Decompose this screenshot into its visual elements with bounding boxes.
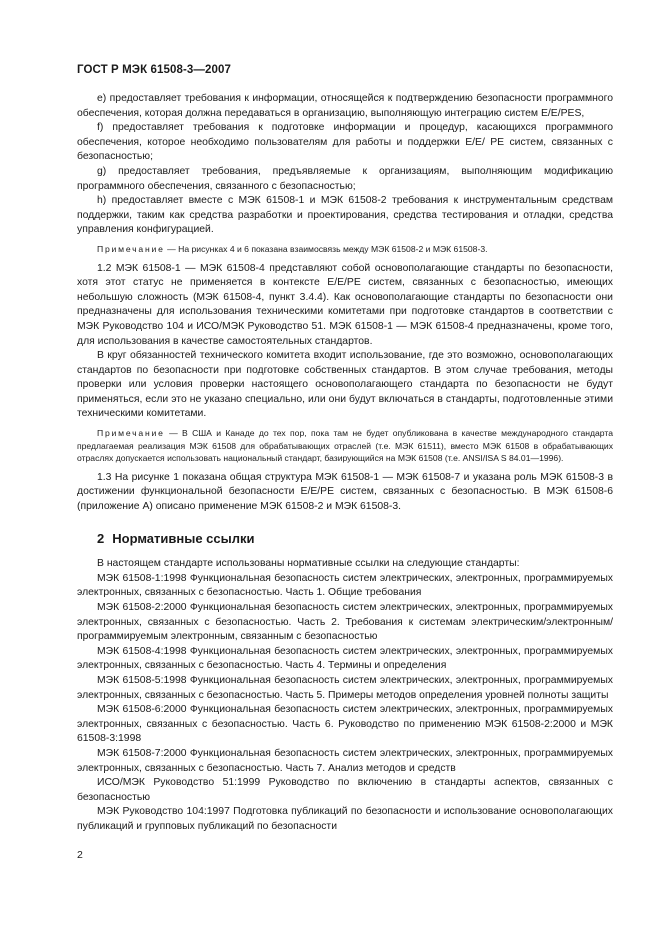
- reference-item: МЭК 61508-4:1998 Функциональная безопасность систем электрических, электронных, программируемых электронных, связанных с безопасностью. Часть 4. Термины и определения: [77, 645, 613, 672]
- note-1: [77, 243, 613, 256]
- paragraph-1-3: 1.3 На рисунке 1 показана общая структура МЭК 61508-1 — МЭК 61508-7 и указана роль МЭК 61508-3 в достижении функциональной безопасности E/E/PE систем, связанных с безопасностью. В МЭК 61508-6 (приложение А) описано применение МЭК 61508-2 и МЭК 61508-3.: [77, 471, 613, 513]
- document-body: [77, 92, 613, 835]
- section-title: Нормативные ссылки: [112, 530, 255, 546]
- reference-item: МЭК 61508-2:2000 Функциональная безопасность систем электрических, электронных, программируемых электронных, связанных с безопасностью. Часть 2. Требования к системам электрическим/электронным/программируемым электронным, связанным с безопасностью: [77, 602, 613, 643]
- section-number: 2: [97, 530, 105, 546]
- reference-item: ИСО/МЭК Руководство 51:1999 Руководство по включению в стандарты аспектов, связанных с безопасностью: [77, 777, 613, 803]
- note-text: — В США и Канаде до тех пор, пока там не будет опубликована в качестве международного стандарта предлагаемая реализация МЭК 61508 для обрабатывающих отраслей (т.е. МЭК 61511), вместо МЭК 61508 в обрабатывающих отраслях допускается использовать национальный стандарт, базирующийся на МЭК 61508 (т.е. ANSI/ISA S 84.01—1996).: [77, 428, 613, 464]
- reference-item: МЭК 61508-7:2000 Функциональная безопасность систем электрических, электронных, программируемых электронных, связанных с безопасностью. Часть 7. Анализ методов и средств: [77, 747, 613, 774]
- reference-item: МЭК Руководство 104:1997 Подготовка публикаций по безопасности и использование основополагающих публикаций и групповых публикаций по безопасности: [77, 806, 613, 832]
- document-header: ГОСТ Р МЭК 61508-3—2007: [77, 64, 231, 76]
- paragraph-tc-duties: В круг обязанностей технического комитета входит использование, где это возможно, основополагающих стандартов по безопасности при подготовке собственных стандартов. В этом случае требования, методы проверки или условия проверки настоящего основополагающего стандарта по безопасности не будут применяться, если это не указано специально, или они будут включаться в стандарты, подготовленные этими техническими комитетами.: [77, 350, 613, 420]
- paragraph-1-2: 1.2 МЭК 61508-1 — МЭК 61508-4 представляют собой основополагающие стандарты по безопасности, хотя этот статус не применяется в контексте E/E/PE систем, связанных с безопасностью, имеющих небольшую сложность (МЭК 61508-4, пункт 3.4.4). Как основополагающие стандарты по безопасности они предназначены для использования техническими комитетами при подготовке стандартов в соответствии с МЭК Руководство 104 и ИСО/МЭК Руководство 51. МЭК 61508-1 — МЭК 61508-4 предназначены, кроме того, для использования в качестве самостоятельных стандартов.: [77, 262, 613, 347]
- note-2: [77, 427, 613, 465]
- section-intro: В настоящем стандарте использованы нормативные ссылки на следующие стандарты:: [97, 558, 520, 570]
- paragraph-e: е) предоставляет требования к информации, относящейся к подтверждению безопасности программного обеспечения, которая должна передаваться в организацию, выполняющую интеграцию систем E/E/PES,: [77, 93, 613, 119]
- paragraph-h: h) предоставляет вместе с МЭК 61508-1 и МЭК 61508-2 требования к инструментальным средствам поддержки, таким как средства разработки и проектирования, средства тестирования и отладки, средства управления конфигурацией.: [77, 195, 613, 236]
- section-heading: [77, 532, 613, 547]
- note-label: Примечание: [97, 243, 165, 254]
- note-text: — На рисунках 4 и 6 показана взаимосвязь между МЭК 61508-2 и МЭК 61508-3.: [167, 243, 488, 254]
- reference-item: МЭК 61508-1:1998 Функциональная безопасность систем электрических, электронных, программируемых электронных, связанных с безопасностью. Часть 1. Общие требования: [77, 572, 613, 599]
- page-number: 2: [77, 849, 83, 861]
- paragraph-f: f) предоставляет требования к подготовке информации и процедур, касающихся программного обеспечения, которое необходимо пользователям для работы и поддержки E/E/ PE систем, связанных с безопасностью;: [77, 122, 613, 163]
- reference-item: МЭК 61508-6:2000 Функциональная безопасность систем электрических, электронных, программируемых электронных, связанных с безопасностью. Часть 6. Руководство по применению МЭК 61508-2:2000 и МЭК 61508-3:1998: [77, 704, 613, 745]
- note-label: Примечание: [97, 428, 165, 439]
- paragraph-g: g) предоставляет требования, предъявляемые к организациям, выполняющим модификацию программного обеспечения, связанного с безопасностью;: [77, 165, 613, 192]
- reference-item: МЭК 61508-5:1998 Функциональная безопасность систем электрических, электронных, программируемых электронных, связанных с безопасностью. Часть 5. Примеры методов определения уровней полноты защиты: [77, 674, 613, 701]
